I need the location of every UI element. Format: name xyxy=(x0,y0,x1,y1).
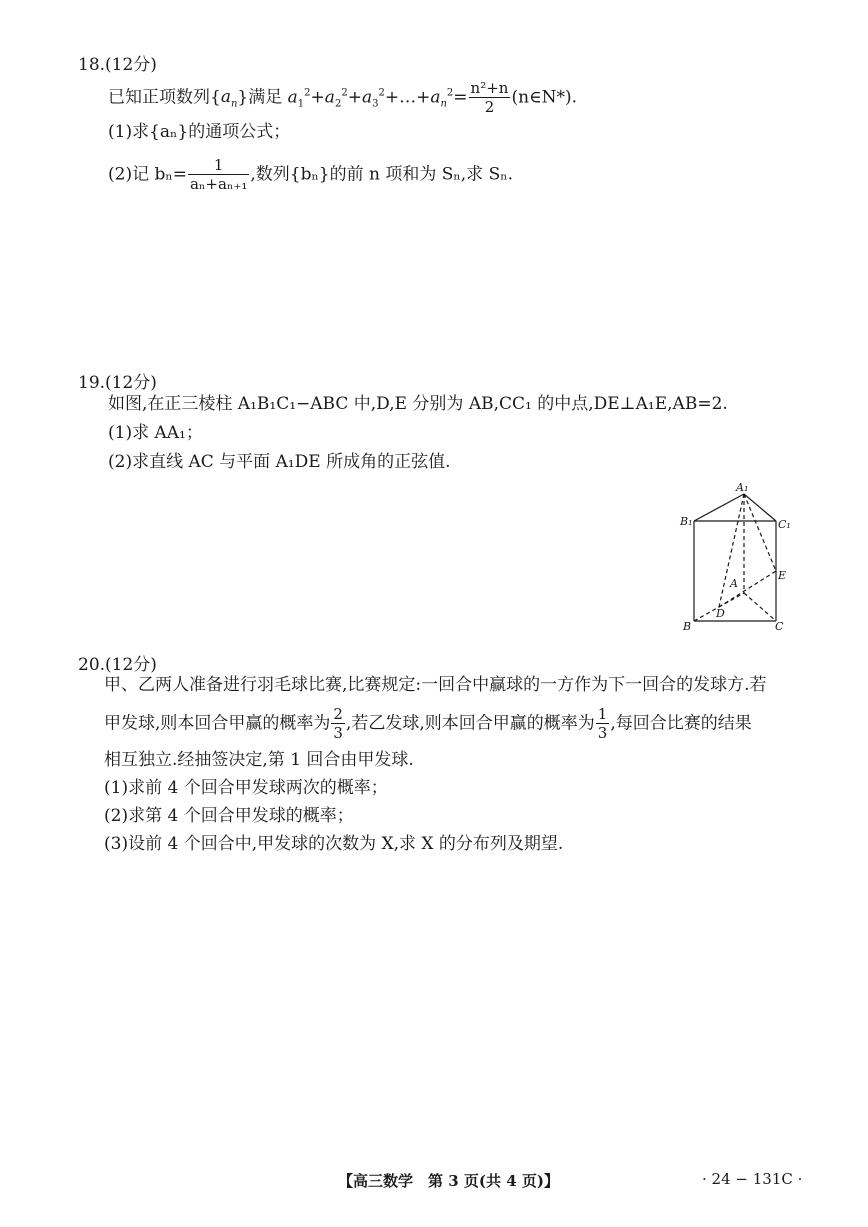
q20-frac1-den: 3 xyxy=(333,723,343,742)
q20-line2 xyxy=(104,706,752,742)
footer-page-info: 【高三数学 第 3 页(共 4 页)】 xyxy=(338,1172,559,1190)
q20-part3: (3)设前 4 个回合中,甲发球的次数为 X,求 X 的分布列及期望. xyxy=(104,834,564,854)
q18-p2-frac-den: aₙ+aₙ₊₁ xyxy=(189,174,248,193)
label-C: C xyxy=(775,620,784,633)
label-A1: A₁ xyxy=(736,481,749,494)
q18-stem-prefix: 已知正项数列{ xyxy=(108,87,221,108)
q19-part1: (1)求 AA₁； xyxy=(108,423,203,443)
label-C1: C₁ xyxy=(778,518,791,531)
q18-number: 18.(12分) xyxy=(78,55,157,75)
q18-frac-num: n²+n xyxy=(470,79,509,97)
q18-stem-mid: }满足 xyxy=(237,87,288,108)
q18-p2-suffix: ,数列{bₙ}的前 n 项和为 Sₙ,求 Sₙ. xyxy=(250,164,513,185)
q20-part2: (2)求第 4 个回合甲发球的概率； xyxy=(104,806,354,826)
label-D: D xyxy=(716,607,725,620)
q18-p2-frac-num: 1 xyxy=(213,156,224,174)
label-B1: B₁ xyxy=(680,515,693,528)
label-E: E xyxy=(778,569,787,582)
q20-frac2 xyxy=(596,706,610,742)
q18-p2-prefix: (2)记 bₙ= xyxy=(108,164,187,185)
q20-line1: 甲、乙两人准备进行羽毛球比赛,比赛规定:一回合中赢球的一方作为下一回合的发球方.若 xyxy=(104,675,767,695)
q18-part1: (1)求{aₙ}的通项公式； xyxy=(108,122,291,142)
q20-l2-b: ,若乙发球,则本回合甲赢的概率为 xyxy=(345,713,595,734)
label-B: B xyxy=(683,620,692,633)
q18-stem-suffix: (n∈N*). xyxy=(511,87,578,108)
q20-l2-a: 甲发球,则本回合甲赢的概率为 xyxy=(104,713,331,734)
q18-part2 xyxy=(108,157,513,193)
q20-l2-c: ,每回合比赛的结果 xyxy=(610,713,752,734)
q20-frac1 xyxy=(331,706,345,742)
q18-fraction xyxy=(469,80,511,116)
prism-figure xyxy=(676,478,796,634)
q20-frac1-num: 2 xyxy=(333,705,343,723)
q18-eq: = xyxy=(453,87,468,108)
q20-frac2-num: 1 xyxy=(597,705,608,723)
q20-number: 20.(12分) xyxy=(78,655,157,675)
q20-frac2-den: 3 xyxy=(597,723,608,742)
q19-number: 19.(12分) xyxy=(78,373,157,393)
label-A: A xyxy=(730,577,738,590)
q19-part2: (2)求直线 AC 与平面 A₁DE 所成角的正弦值. xyxy=(108,452,451,472)
q18-stem: 已知正项数列$\{a_n\}$满足 $a_1^2+a_2^2+a_3^2+\dots+a_n^2=$ $\frac{\text{n²+n}}{2}$ (n∈N*). xyxy=(108,79,578,116)
q19-stem: 如图,在正三棱柱 A₁B₁C₁−ABC 中,D,E 分别为 AB,CC₁ 的中点,DE⊥A₁E,AB=2. xyxy=(108,394,728,414)
q18-frac-den: 2 xyxy=(469,97,511,116)
q20-part1: (1)求前 4 个回合甲发球两次的概率； xyxy=(104,778,388,798)
footer-code: · 24 − 131C · xyxy=(702,1170,803,1188)
q18-p2-fraction xyxy=(188,157,249,193)
q20-line3: 相互独立.经抽签决定,第 1 回合由甲发球. xyxy=(104,750,414,770)
